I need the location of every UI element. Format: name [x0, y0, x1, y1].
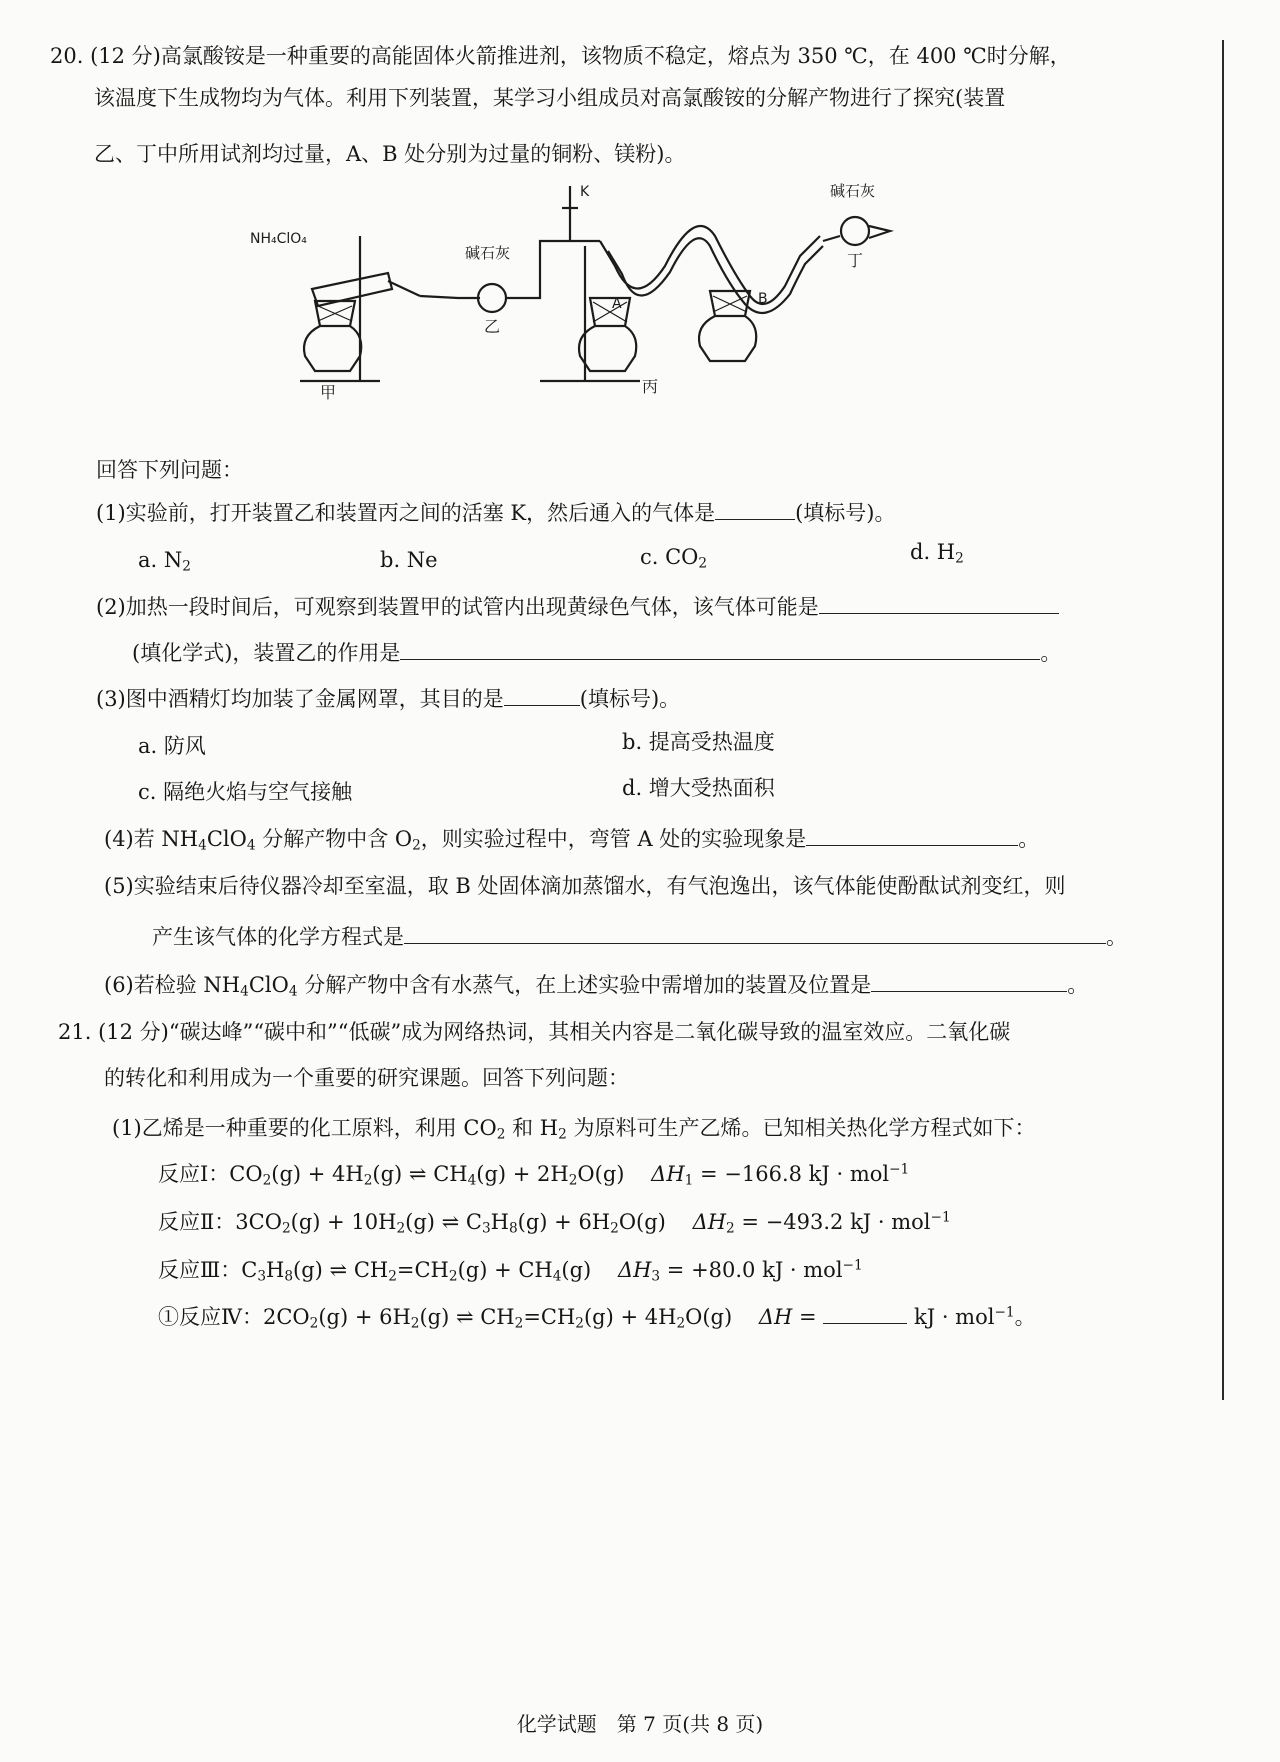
- reaction-3: 反应Ⅲ：$C_3H_8(g)$ ⇌ $CH_2=CH_2(g) + CH_4(g)$ $\Delta H_3 = +80.0$ kJ · mol$^{-1}$: [158, 1257, 863, 1285]
- q20-p3-option-a: a. 防风: [138, 734, 206, 758]
- q20-line3: 乙、丁中所用试剂均过量，A、B 处分别为过量的铜粉、镁粉)。: [94, 142, 686, 166]
- q20-p2-stem: (2)加热一段时间后，可观察到装置甲的试管内出现黄绿色气体，该气体可能是: [96, 594, 1059, 620]
- q20-p3-option-b: b. 提高受热温度: [622, 730, 775, 754]
- q20-p2-cont: (填化学式)，装置乙的作用是 。: [132, 640, 1062, 665]
- q20-p3-option-d: d. 增大受热面积: [622, 776, 775, 800]
- reaction-2: 反应Ⅱ：$3CO_2(g) + 10H_2(g)$ ⇌ $C_3H_8(g) + 6H_2O(g)$ $\Delta H_2 = -493.2$ kJ · mol$^{-1}$: [158, 1209, 951, 1237]
- apparatus-diagram: [250, 176, 990, 461]
- label-bing: 丙: [642, 377, 659, 396]
- q20-p1-option-d: d. $H_2$: [910, 540, 964, 567]
- answer-blank-1[interactable]: [715, 500, 795, 520]
- q20-p4: (4)若 $NH_4ClO_4$ 分解产物中含 $O_2$，则实验过程中，弯管 A 处的实验现象是 。: [104, 826, 1040, 854]
- label-b: B: [758, 291, 768, 307]
- answer-blank-3[interactable]: [504, 686, 580, 706]
- q20-intro: 回答下列问题：: [96, 458, 243, 482]
- answer-blank-21-1[interactable]: [823, 1304, 907, 1324]
- answer-blank-2a[interactable]: [819, 594, 1059, 614]
- q20-p3-stem: (3)图中酒精灯均加装了金属网罩，其目的是 (填标号)。: [96, 686, 681, 711]
- answer-blank-6[interactable]: [871, 972, 1067, 992]
- label-sodalime-2: 碱石灰: [830, 182, 876, 200]
- q20-line2: 该温度下生成物均为气体。利用下列装置，某学习小组成员对高氯酸铵的分解产物进行了探究(装置: [94, 86, 1006, 110]
- q20-p1-stem: (1)实验前，打开装置乙和装置丙之间的活塞 K，然后通入的气体是 (填标号)。: [96, 500, 896, 525]
- page-edge-rule: [1222, 40, 1224, 1400]
- q20-p3-option-c: c. 隔绝火焰与空气接触: [138, 780, 353, 804]
- q20-p1-option-b: b. Ne: [380, 548, 438, 572]
- lamp-b: [699, 316, 756, 361]
- q21-p1: (1)乙烯是一种重要的化工原料，利用 $CO_2$ 和 $H_2$ 为原料可生产乙烯。已知相关热化学方程式如下：: [112, 1116, 1036, 1143]
- lamp-a: [579, 326, 636, 371]
- label-nh4clo4: NH₄ClO₄: [250, 231, 307, 247]
- q20-line1: 20. (12 分)高氯酸铵是一种重要的高能固体火箭推进剂，该物质不稳定，熔点为 350 ℃，在 400 ℃时分解，: [50, 44, 1071, 68]
- drying-tube-ding: [841, 217, 869, 245]
- q20-p1-option-c: c. $CO_2$: [640, 545, 708, 572]
- label-yi: 乙: [484, 317, 501, 336]
- answer-blank-2b[interactable]: [400, 640, 1040, 660]
- label-sodalime-1: 碱石灰: [465, 244, 511, 262]
- q21-line2: 的转化和利用成为一个重要的研究课题。回答下列问题：: [104, 1066, 629, 1090]
- drying-tube-yi: [478, 284, 506, 312]
- label-k: K: [580, 184, 590, 200]
- q20-p6: (6)若检验 $NH_4ClO_4$ 分解产物中含有水蒸气，在上述实验中需增加的装置及位置是 。: [104, 972, 1089, 1000]
- q20-p1-option-a: a. $N_2$: [138, 548, 191, 575]
- answer-blank-5[interactable]: [404, 924, 1106, 944]
- lamp-jia: [304, 326, 361, 371]
- label-jia: 甲: [320, 383, 337, 402]
- connector-pipe: [530, 216, 600, 298]
- label-a: A: [612, 296, 622, 312]
- drying-tube-ding-tip: [869, 226, 890, 238]
- page-footer: 化学试题 第 7 页(共 8 页): [516, 1712, 764, 1736]
- label-ding: 丁: [847, 251, 864, 270]
- q21-line1: 21. (12 分)“碳达峰”“碳中和”“低碳”成为网络热词，其相关内容是二氧化碳导致的温室效应。二氧化碳: [58, 1020, 1011, 1044]
- reaction-1: 反应Ⅰ：$CO_2(g) + 4H_2(g)$ ⇌ $CH_4(g) + 2H_2O(g)$ $\Delta H_1 = -166.8$ kJ · mol$^{-1}$: [158, 1161, 910, 1189]
- reaction-4: ①反应Ⅳ：$2CO_2(g) + 6H_2(g)$ ⇌ $CH_2=CH_2(g) + 4H_2O(g)$ ΔH = kJ · mol$^{-1}$。: [158, 1304, 1036, 1332]
- answer-blank-4[interactable]: [806, 826, 1018, 846]
- q20-p5-cont: 产生该气体的化学方程式是 。: [152, 924, 1127, 949]
- q20-p5-stem: (5)实验结束后待仪器冷却至室温，取 B 处固体滴加蒸馏水，有气泡逸出，该气体能使酚酞试剂变红，则: [104, 874, 1066, 898]
